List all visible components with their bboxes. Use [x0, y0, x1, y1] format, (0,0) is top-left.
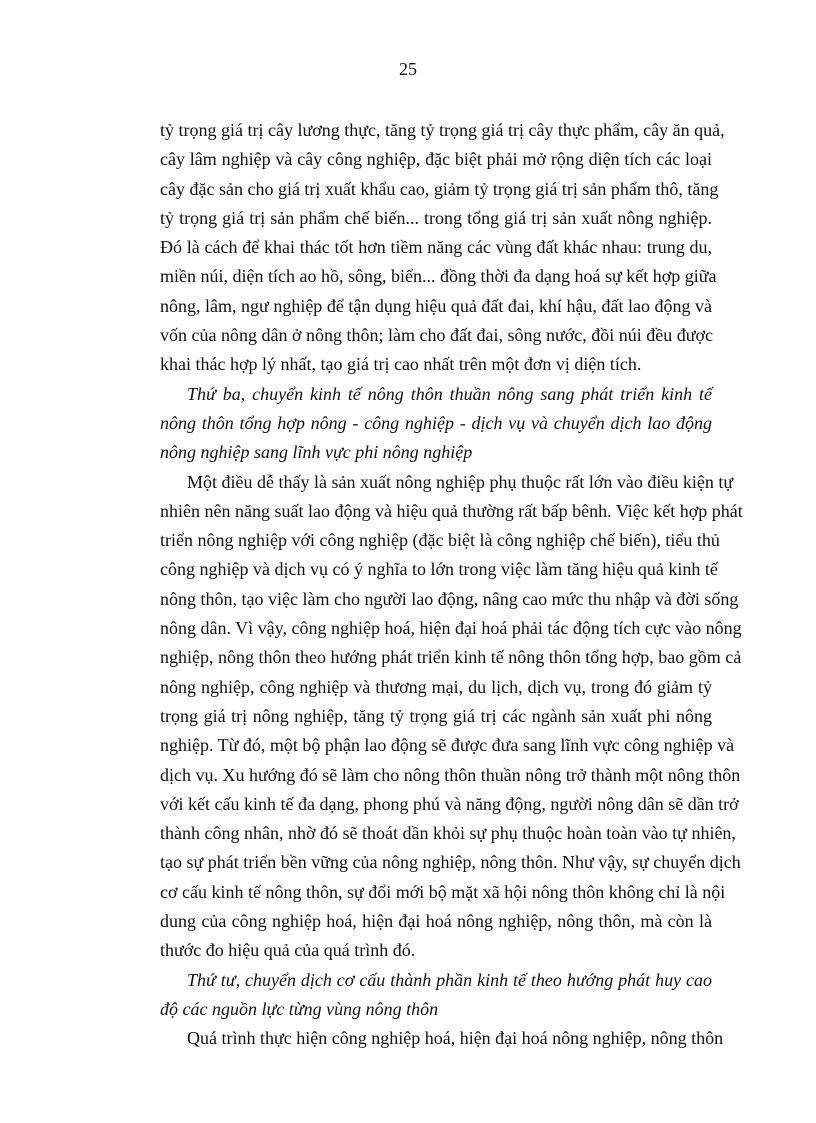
body-paragraph	[160, 1024, 724, 1053]
text-line: Quá trình thực hiện công nghiệp hoá, hiện đại hoá nông nghiệp, nông thôn	[187, 1028, 724, 1049]
text-line: độ các nguồn lực từng vùng nông thôn	[160, 998, 439, 1019]
text-line: cơ cấu kinh tế nông thôn, sự đổi mới bộ mặt xã hội nông thôn không chỉ là nội	[160, 881, 726, 902]
text-line: nghiệp. Từ đó, một bộ phận lao động sẽ được đưa sang lĩnh vực công nghiệp và	[160, 735, 735, 756]
text-line: Một điều dễ thấy là sản xuất nông nghiệp phụ thuộc rất lớn vào điều kiện tự	[187, 471, 734, 492]
text-line: thước đo hiệu quả của quá trình đó.	[160, 940, 416, 961]
text-line: triển nông nghiệp với công nghiệp (đặc biệt là công nghiệp chế biến), tiểu thủ	[160, 530, 720, 551]
text-line: nông nghiệp, công nghiệp và thương mại, du lịch, dịch vụ, trong đó giảm tỷ	[160, 676, 712, 697]
text-line: nông nghiệp sang lĩnh vực phi nông nghiệp	[160, 442, 473, 463]
text-line: Thứ tư, chuyển dịch cơ cấu thành phần kinh tế theo hướng phát huy cao	[187, 969, 712, 990]
body-paragraph	[160, 116, 725, 380]
text-line: tỷ trọng giá trị sản phẩm chế biến... trong tổng giá trị sản xuất nông nghiệp.	[160, 207, 712, 228]
text-line: tạo sự phát triển bền vững của nông nghiệp, nông thôn. Như vậy, sự chuyển dịch	[160, 852, 741, 873]
text-line: vốn của nông dân ở nông thôn; làm cho đất đai, sông nước, đồi núi đều được	[160, 325, 713, 346]
text-line: cây đặc sản cho giá trị xuất khẩu cao, giảm tỷ trọng giá trị sản phẩm thô, tăng	[160, 178, 719, 199]
text-line: nông thôn tổng hợp nông - công nghiệp - dịch vụ và chuyển dịch lao động	[160, 412, 712, 433]
text-line: nghiệp, nông thôn theo hướng phát triển kinh tế nông thôn tổng hợp, bao gồm cả	[160, 647, 742, 668]
text-line: Thứ ba, chuyển kinh tế nông thôn thuần nông sang phát triển kinh tế	[187, 383, 712, 404]
text-line: miền núi, diện tích ao hồ, sông, biển... đồng thời đa dạng hoá sự kết hợp giữa	[160, 266, 717, 287]
text-line: trọng giá trị nông nghiệp, tăng tỷ trọng giá trị các ngành sản xuất phi nông	[160, 705, 712, 726]
text-line: cây lâm nghiệp và cây công nghiệp, đặc biệt phải mở rộng diện tích các loại	[160, 149, 712, 170]
text-line: với kết cấu kinh tế đa dạng, phong phú và năng động, người nông dân sẽ dần trở	[160, 793, 739, 814]
text-line: nông dân. Vì vậy, công nghiệp hoá, hiện đại hoá phải tác động tích cực vào nông	[160, 618, 742, 639]
document-body	[160, 116, 743, 1054]
page-number: 25	[399, 59, 417, 79]
text-line: công nghiệp và dịch vụ có ý nghĩa to lớn trong việc làm tăng hiệu quả kinh tế	[160, 559, 718, 580]
text-line: Đó là cách để khai thác tốt hơn tiềm năng các vùng đất khác nhau: trung du,	[160, 237, 712, 258]
text-line: khai thác hợp lý nhất, tạo giá trị cao nhất trên một đơn vị diện tích.	[160, 354, 642, 375]
text-line: dịch vụ. Xu hướng đó sẽ làm cho nông thôn thuần nông trở thành một nông thôn	[160, 764, 741, 785]
section-heading	[160, 966, 712, 1025]
section-heading	[160, 380, 712, 468]
text-line: nhiên nên năng suất lao động và hiệu quả thường rất bấp bênh. Việc kết hợp phát	[160, 500, 743, 521]
text-line: thành công nhân, nhờ đó sẽ thoát dần khỏi sự phụ thuộc hoàn toàn vào tự nhiên,	[160, 823, 736, 844]
text-line: dung của công nghiệp hoá, hiện đại hoá nông nghiệp, nông thôn, mà còn là	[160, 911, 712, 932]
text-line: nông, lâm, ngư nghiệp để tận dụng hiệu quả đất đai, khí hậu, đất lao động và	[160, 295, 712, 316]
text-line: tỷ trọng giá trị cây lương thực, tăng tỷ trọng giá trị cây thực phẩm, cây ăn quả,	[160, 120, 725, 140]
body-paragraph	[160, 468, 743, 966]
text-line: nông thôn, tạo việc làm cho người lao động, nâng cao mức thu nhập và đời sống	[160, 588, 739, 609]
